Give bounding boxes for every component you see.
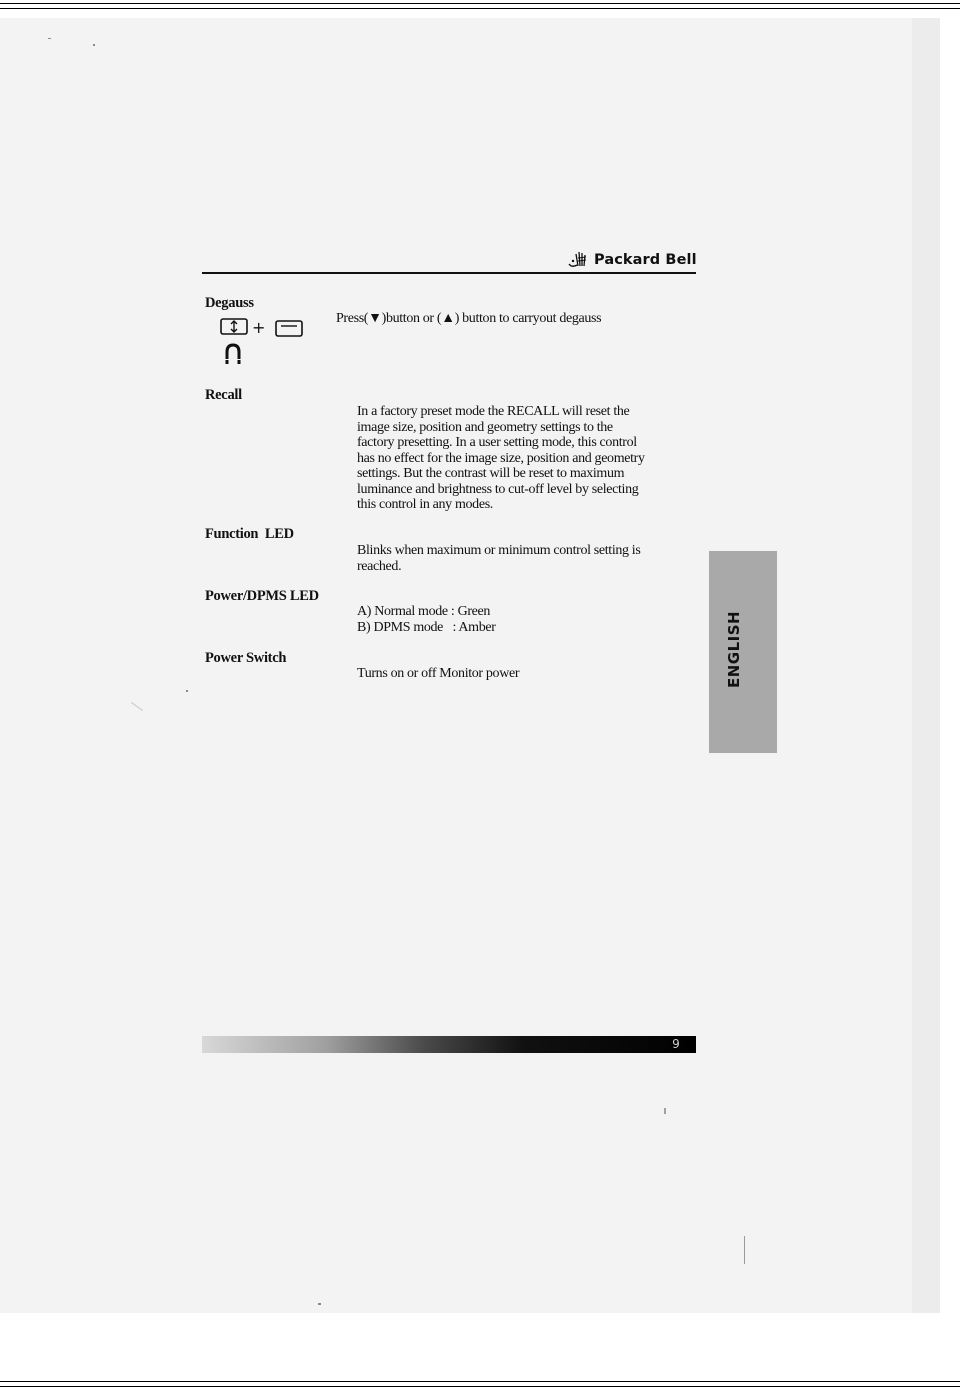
recall-line: In a factory preset mode the RECALL will reset the <box>357 404 630 419</box>
function-led-description <box>357 543 697 574</box>
plus-sign: + <box>252 317 266 337</box>
recall-line: factory presetting. In a user setting mode, this control <box>357 435 637 450</box>
scan-speck <box>318 1303 321 1305</box>
packard-bell-angel-icon <box>566 248 590 272</box>
scan-speck <box>186 690 188 692</box>
power-dpms-led-label: Power/DPMS LED <box>205 588 319 604</box>
degauss-magnet-icon <box>224 343 242 365</box>
power-dpms-led-line: A) Normal mode : Green <box>357 604 491 619</box>
recall-label: Recall <box>205 387 242 403</box>
bottom-rule-1 <box>0 1381 960 1382</box>
header-rule <box>202 272 696 274</box>
language-side-tab-label: ENGLISH <box>725 610 743 688</box>
power-dpms-led-description <box>357 604 697 635</box>
recall-line: image size, position and geometry settings to the <box>357 419 613 435</box>
brand-name: Packard Bell <box>594 252 697 268</box>
function-led-line: reached. <box>357 558 402 574</box>
top-rule-2 <box>0 8 960 9</box>
power-switch-line: Turns on or off Monitor power <box>357 666 520 681</box>
power-switch-label: Power Switch <box>205 650 287 666</box>
power-dpms-led-line: B) DPMS mode : Amber <box>357 619 496 635</box>
degauss-button-combo <box>219 316 304 338</box>
select-button-icon <box>274 316 304 338</box>
footer-gradient-bar <box>202 1036 696 1053</box>
degauss-description: Press(▼)button or (▲) button to carryout degauss <box>336 311 602 326</box>
scan-speck <box>664 1108 666 1114</box>
function-led-line: Blinks when maximum or minimum control setting is <box>357 543 641 558</box>
language-side-tab <box>709 551 777 753</box>
recall-line: luminance and brightness to cut-off level by selecting <box>357 481 639 497</box>
recall-line: this control in any modes. <box>357 497 493 512</box>
scan-speck <box>93 44 95 46</box>
scan-speck <box>48 38 51 39</box>
power-switch-description <box>357 666 697 682</box>
scan-speck <box>744 1236 745 1264</box>
page-number: 9 <box>672 1037 680 1051</box>
degauss-label: Degauss <box>205 295 254 311</box>
recall-line: settings. But the contrast will be reset to maximum <box>357 466 625 481</box>
function-led-label: Function LED <box>205 526 294 542</box>
scanned-page-edge <box>912 18 940 1313</box>
recall-line: has no effect for the image size, position and geometry <box>357 450 645 466</box>
recall-description <box>357 404 697 513</box>
bottom-rule-2 <box>0 1386 960 1387</box>
top-rule-1 <box>0 3 960 4</box>
adjust-button-icon <box>219 317 249 337</box>
brand-logo <box>566 247 697 273</box>
